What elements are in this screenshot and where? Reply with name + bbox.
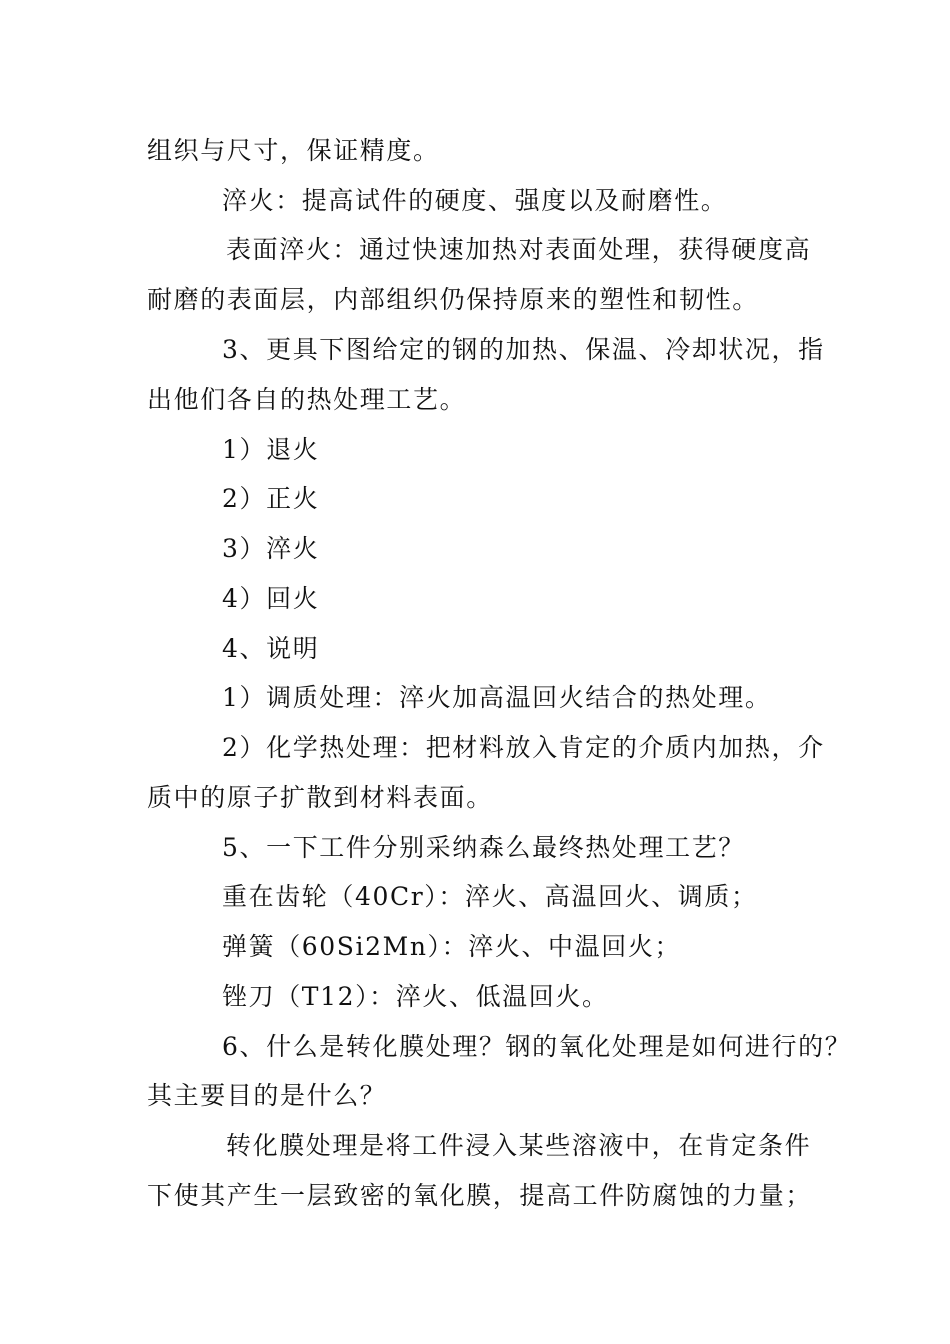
list-item: 4）回火 xyxy=(222,584,320,613)
text-line: 3、更具下图给定的钢的加热、保温、冷却状况，指 xyxy=(222,335,825,364)
text-line: 重在齿轮（40Cr）：淬火、高温回火、调质； xyxy=(222,882,758,911)
text-line: 质中的原子扩散到材料表面。 xyxy=(147,783,493,812)
text-line: 6、什么是转化膜处理？钢的氧化处理是如何进行的？ xyxy=(222,1032,852,1061)
text-line: 耐磨的表面层，内部组织仍保持原来的塑性和韧性。 xyxy=(147,285,759,314)
text-line: 转化膜处理是将工件浸入某些溶液中，在肯定条件 xyxy=(226,1131,812,1160)
list-item: 3）淬火 xyxy=(222,534,320,563)
list-item: 2）正火 xyxy=(222,484,320,513)
text-line: 下使其产生一层致密的氧化膜，提高工件防腐蚀的力量； xyxy=(147,1181,813,1210)
text-line: 4、说明 xyxy=(222,634,320,663)
text-line: 组织与尺寸，保证精度。 xyxy=(147,136,440,165)
text-line: 其主要目的是什么？ xyxy=(147,1081,387,1110)
text-line: 表面淬火：通过快速加热对表面处理，获得硬度高 xyxy=(226,235,812,264)
text-line: 锉刀（T12）：淬火、低温回火。 xyxy=(222,982,609,1011)
list-item: 1）调质处理：淬火加高温回火结合的热处理。 xyxy=(222,683,772,712)
list-item: 1）退火 xyxy=(222,435,320,464)
text-line: 出他们各自的热处理工艺。 xyxy=(147,385,467,414)
text-line: 淬火：提高试件的硬度、强度以及耐磨性。 xyxy=(222,186,728,215)
text-line: 5、一下工件分别采纳森么最终热处理工艺？ xyxy=(222,833,745,862)
text-line: 弹簧（60Si2Mn）：淬火、中温回火； xyxy=(222,932,682,961)
list-item: 2）化学热处理：把材料放入肯定的介质内加热，介 xyxy=(222,733,825,762)
